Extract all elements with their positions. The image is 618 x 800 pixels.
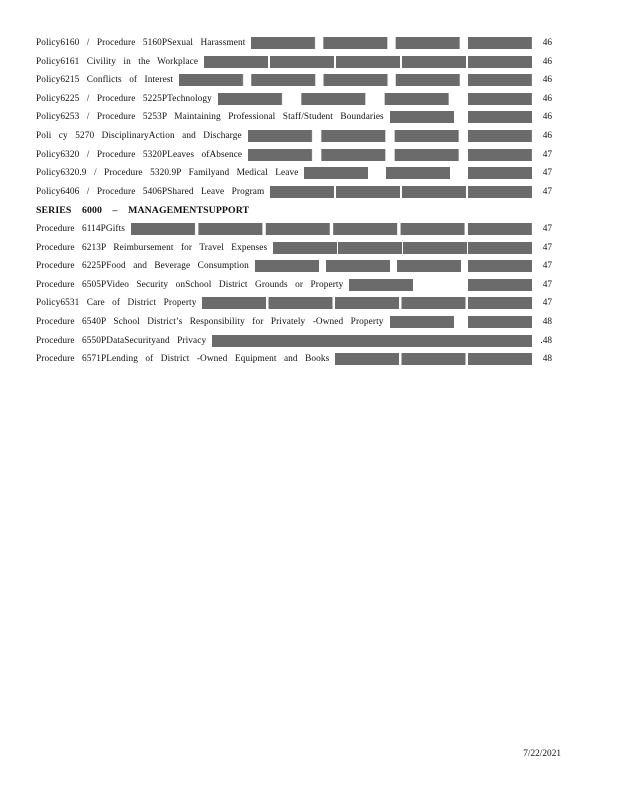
toc-entry-page: 46 bbox=[542, 75, 552, 86]
toc-entry-page: 47 bbox=[542, 298, 552, 309]
dot-leader bbox=[212, 335, 532, 347]
toc-entry[interactable] bbox=[36, 297, 552, 316]
dot-leader bbox=[202, 297, 532, 309]
toc-entry[interactable] bbox=[36, 353, 552, 372]
dot-leader bbox=[218, 93, 532, 105]
toc-entry-title: Procedure 6114PGifts bbox=[36, 223, 126, 234]
toc-entry-page: 48 bbox=[542, 354, 552, 365]
toc-entry-title: Procedure 6225PFood and Beverage Consumption bbox=[36, 261, 249, 272]
toc-entry-page: 47 bbox=[542, 149, 552, 160]
toc-entry[interactable] bbox=[36, 37, 552, 56]
toc-entry[interactable] bbox=[36, 279, 552, 298]
dot-leader bbox=[390, 316, 532, 328]
toc-entry[interactable] bbox=[36, 74, 552, 93]
toc-entry-title: Poli cy 5270 DisciplinaryAction and Discharge bbox=[36, 130, 242, 141]
toc-entry-page: 47 bbox=[542, 223, 552, 234]
toc-entry-page: 46 bbox=[542, 38, 552, 48]
toc-entry-title: Procedure 6505PVideo Security onSchool District Grounds or Property bbox=[36, 279, 344, 290]
dot-leader bbox=[131, 223, 532, 235]
toc-entry-title: Procedure 6540P School District’s Responsibility for Privately -Owned Property bbox=[36, 316, 384, 327]
toc-entry-page: 47 bbox=[542, 168, 552, 179]
dot-leader bbox=[248, 149, 532, 161]
toc-entry-title: Policy6406 / Procedure 5406PShared Leave Program bbox=[36, 186, 265, 197]
toc-entry-title: Policy6531 Care of District Property bbox=[36, 298, 197, 309]
toc-entry-page: 46 bbox=[542, 93, 552, 104]
toc-entry-page: 46 bbox=[542, 56, 552, 67]
toc-entry[interactable] bbox=[36, 223, 552, 242]
toc-entry-title: Policy6215 Conflicts of Interest bbox=[36, 75, 174, 86]
table-of-contents bbox=[36, 37, 552, 372]
dot-leader bbox=[270, 186, 532, 198]
toc-entry-page: 47 bbox=[542, 242, 552, 253]
toc-entry-page: 46 bbox=[542, 130, 552, 141]
toc-entry[interactable] bbox=[36, 93, 552, 112]
dot-leader bbox=[273, 242, 532, 254]
toc-entry-title: Policy6160 / Procedure 5160PSexual Harassment bbox=[36, 38, 246, 48]
dot-leader bbox=[204, 56, 532, 68]
dot-leader bbox=[304, 167, 532, 179]
toc-entry-title: Policy6320.9 / Procedure 5320.9P Familyand Medical Leave bbox=[36, 168, 299, 179]
dot-leader bbox=[251, 37, 532, 49]
toc-series-heading bbox=[36, 204, 552, 223]
dot-leader bbox=[248, 130, 532, 142]
toc-entry-page: 47 bbox=[542, 279, 552, 290]
toc-entry-title: Policy6320 / Procedure 5320PLeaves ofAbsence bbox=[36, 149, 243, 160]
toc-entry-title: Procedure 6571PLending of District -Owned Equipment and Books bbox=[36, 354, 330, 365]
toc-entry[interactable] bbox=[36, 335, 552, 354]
dot-leader bbox=[335, 353, 532, 365]
toc-entry[interactable] bbox=[36, 130, 552, 149]
toc-entry-page: 46 bbox=[542, 112, 552, 123]
toc-entry[interactable] bbox=[36, 56, 552, 75]
toc-entry-title: Policy6253 / Procedure 5253P Maintaining Professional Staff/Student Boundaries bbox=[36, 112, 384, 123]
toc-entry[interactable] bbox=[36, 167, 552, 186]
toc-entry-page: 48 bbox=[542, 316, 552, 327]
toc-entry-title: Policy6225 / Procedure 5225PTechnology bbox=[36, 93, 212, 104]
footer-date: 7/22/2021 bbox=[523, 749, 561, 759]
toc-entry[interactable] bbox=[36, 111, 552, 130]
toc-entry-title: Procedure 6550PDataSecurityand Privacy bbox=[36, 335, 207, 346]
toc-entry[interactable] bbox=[36, 149, 552, 168]
toc-entry[interactable] bbox=[36, 186, 552, 205]
dot-leader bbox=[390, 111, 532, 123]
toc-entry-page: .48 bbox=[540, 335, 552, 346]
toc-entry-title: Policy6161 Civility in the Workplace bbox=[36, 56, 199, 67]
toc-entry[interactable] bbox=[36, 242, 552, 261]
toc-entry-page: 47 bbox=[542, 261, 552, 272]
toc-entry-title: Procedure 6213P Reimbursement for Travel Expenses bbox=[36, 242, 268, 253]
toc-entry-page: 47 bbox=[542, 186, 552, 197]
dot-leader bbox=[349, 279, 532, 291]
toc-entry[interactable] bbox=[36, 260, 552, 279]
toc-entry[interactable] bbox=[36, 316, 552, 335]
dot-leader bbox=[179, 74, 532, 86]
dot-leader bbox=[255, 260, 532, 272]
series-heading-title: SERIES 6000 – MANAGEMENTSUPPORT bbox=[36, 205, 250, 217]
